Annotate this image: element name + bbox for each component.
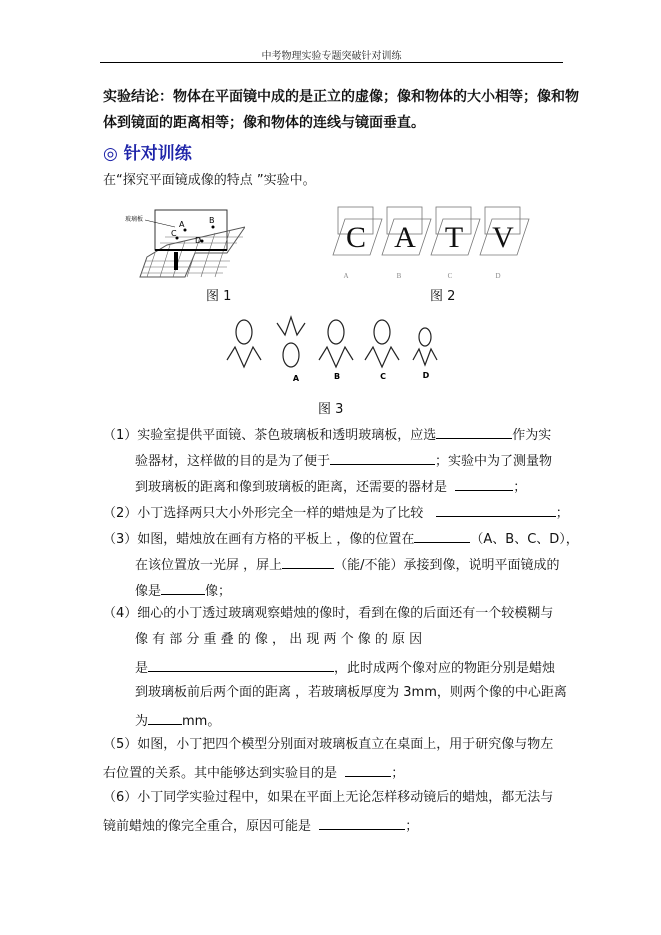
svg-text:A: A bbox=[394, 221, 416, 254]
svg-text:C: C bbox=[345, 221, 367, 254]
q6-blank[interactable] bbox=[319, 816, 405, 830]
q1-line-3: 到玻璃板的距离和像到玻璃板的距离，还需要的器材是 ； bbox=[135, 477, 526, 496]
figure-2-letters-image bbox=[330, 205, 545, 280]
q4-line-3: 是 ，此时成两个像对应的物距分别是蜡烛 bbox=[135, 658, 555, 677]
q5-blank[interactable] bbox=[345, 763, 391, 777]
figure-2-caption: 图 2 bbox=[430, 289, 456, 304]
svg-text:D: D bbox=[422, 371, 430, 380]
svg-text:C: C bbox=[171, 229, 177, 238]
circle-bullet-icon: ◎ bbox=[103, 144, 118, 164]
svg-text:B: B bbox=[333, 372, 341, 381]
q4-line-5: 为 mm。 bbox=[135, 711, 220, 730]
svg-text:A: A bbox=[292, 374, 300, 383]
conclusion-line-2: 体到镜面的距离相等；像和物体的连线与镜面垂直。 bbox=[103, 115, 425, 131]
q3-line-3: 像是 像； bbox=[135, 581, 231, 600]
q5-line-2: 右位置的关系。其中能够达到实验目的是 ； bbox=[103, 763, 404, 782]
figure-3-caption: 图 3 bbox=[318, 402, 344, 417]
svg-text:A: A bbox=[343, 272, 349, 280]
svg-text:D: D bbox=[495, 272, 501, 280]
q3-blank-1[interactable] bbox=[414, 529, 470, 543]
q4-line-4: 到玻璃板前后两个面的距离 ，若玻璃板厚度为 3mm，则两个像的中心距离 bbox=[135, 685, 567, 700]
figure-1-grid-image bbox=[125, 205, 245, 280]
header-divider bbox=[100, 62, 563, 63]
q6-line-2: 镜前蜡烛的像完全重合，原因可能是 ； bbox=[103, 816, 418, 835]
q3-line-1: （3）如图，蜡烛放在画有方格的平板上 ，像的位置在 （A、B、C、D）， bbox=[103, 529, 579, 548]
q3-line-2: 在该位置放一光屏 ，屏上 （能/不能）承接到像，说明平面镜成的 bbox=[135, 555, 560, 574]
q2-line-1: （2）小丁选择两只大小外形完全一样的蜡烛是为了比较 ； bbox=[103, 503, 569, 522]
q1-line-1: （1）实验室提供平面镜、茶色玻璃板和透明玻璃板，应选 作为实 bbox=[103, 425, 551, 444]
figure-1-caption: 图 1 bbox=[206, 289, 232, 304]
svg-text:玻璃板: 玻璃板 bbox=[125, 216, 144, 223]
section-title: 针对训练 bbox=[123, 144, 192, 164]
svg-text:V: V bbox=[492, 221, 514, 254]
svg-text:B: B bbox=[209, 216, 215, 225]
q4-blank-1[interactable] bbox=[148, 658, 334, 672]
conclusion-line-1: 实验结论：物体在平面镜中成的是正立的虚像；像和物体的大小相等；像和物 bbox=[103, 89, 579, 105]
q3-blank-3[interactable] bbox=[161, 581, 205, 595]
q1-blank-1[interactable] bbox=[436, 425, 512, 439]
svg-text:T: T bbox=[444, 221, 464, 254]
figure-3-faces-image bbox=[225, 315, 445, 385]
intro-text: 在“探究平面镜成像的特点 ”实验中。 bbox=[103, 173, 316, 188]
section-heading bbox=[103, 139, 192, 164]
q5-line-1: （5）如图，小丁把四个模型分别面对玻璃板直立在桌面上，用于研究像与物左 bbox=[103, 737, 554, 752]
q4-line-2: 像 有 部 分 重 叠 的 像 ， 出 现 两 个 像 的 原 因 bbox=[135, 632, 423, 647]
svg-text:C: C bbox=[447, 272, 453, 280]
svg-text:D: D bbox=[195, 236, 202, 245]
q4-blank-2[interactable] bbox=[148, 711, 182, 725]
q2-blank[interactable] bbox=[436, 503, 556, 517]
page-header: 中考物理实验专题突破针对训练 bbox=[261, 51, 402, 62]
q6-line-1: （6）小丁同学实验过程中，如果在平面上无论怎样移动镜后的蜡烛，都无法与 bbox=[103, 790, 554, 805]
q1-line-2: 验器材，这样做的目的是为了便于 ；实验中为了测量物 bbox=[135, 451, 552, 470]
point-a-label: A bbox=[179, 220, 185, 229]
q3-blank-2[interactable] bbox=[282, 555, 334, 569]
q1-blank-2[interactable] bbox=[330, 451, 435, 465]
q4-line-1: （4）细心的小丁透过玻璃观察蜡烛的像时，看到在像的后面还有一个较模糊与 bbox=[103, 606, 554, 621]
q1-blank-3[interactable] bbox=[455, 477, 513, 491]
svg-text:C: C bbox=[380, 372, 386, 381]
svg-text:B: B bbox=[396, 272, 402, 280]
